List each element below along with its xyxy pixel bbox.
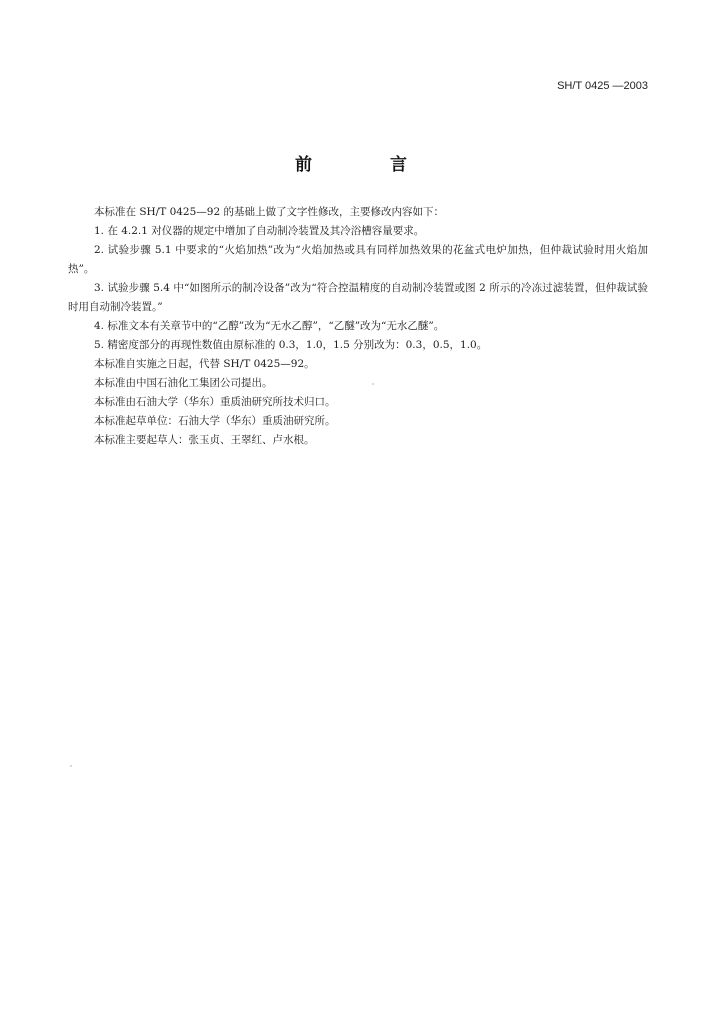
foreword-body bbox=[68, 203, 648, 450]
drafters-statement: 本标准主要起草人：张玉贞、王翠红、卢水根。 bbox=[94, 434, 315, 446]
change-item-4: 4. 标准文本有关章节中的“乙醇”改为“无水乙醇”，“乙醚”改为“无水乙醚”。 bbox=[94, 320, 445, 332]
replacement-statement: 本标准自实施之日起，代替 SH/T 0425—92。 bbox=[94, 358, 315, 370]
change-item-5: 5. 精密度部分的再现性数值由原标准的 0.3，1.0，1.5 分别改为：0.3，0.5，1.0。 bbox=[94, 339, 488, 351]
drafting-unit-statement: 本标准起草单位：石油大学（华东）重质油研究所。 bbox=[94, 415, 336, 427]
change-item-2: 2. 试验步骤 5.1 中要求的“火焰加热”改为“火焰加热或具有同样加热效果的花盆式电炉加热，但仲裁试验时用火焰加热”。 bbox=[68, 244, 648, 275]
responsible-unit-statement: 本标准由石油大学（华东）重质油研究所技术归口。 bbox=[94, 396, 336, 408]
standard-code-header: SH/T 0425 —2003 bbox=[557, 80, 648, 92]
change-item-1: 1. 在 4.2.1 对仪器的规定中增加了自动制冷装置及其冷浴槽容量要求。 bbox=[94, 225, 425, 237]
scan-speck bbox=[372, 383, 374, 385]
proposer-statement: 本标准由中国石油化工集团公司提出。 bbox=[94, 377, 273, 389]
page-title: 前 言 bbox=[295, 155, 443, 175]
scan-speck bbox=[70, 765, 72, 767]
intro-paragraph: 本标准在 SH/T 0425—92 的基础上做了文字性修改，主要修改内容如下： bbox=[94, 206, 444, 218]
change-item-3: 3. 试验步骤 5.4 中“如图所示的制冷设备”改为“符合控温精度的自动制冷装置或图 2 所示的冷冻过滤装置，但仲裁试验时用自动制冷装置。” bbox=[68, 282, 648, 313]
